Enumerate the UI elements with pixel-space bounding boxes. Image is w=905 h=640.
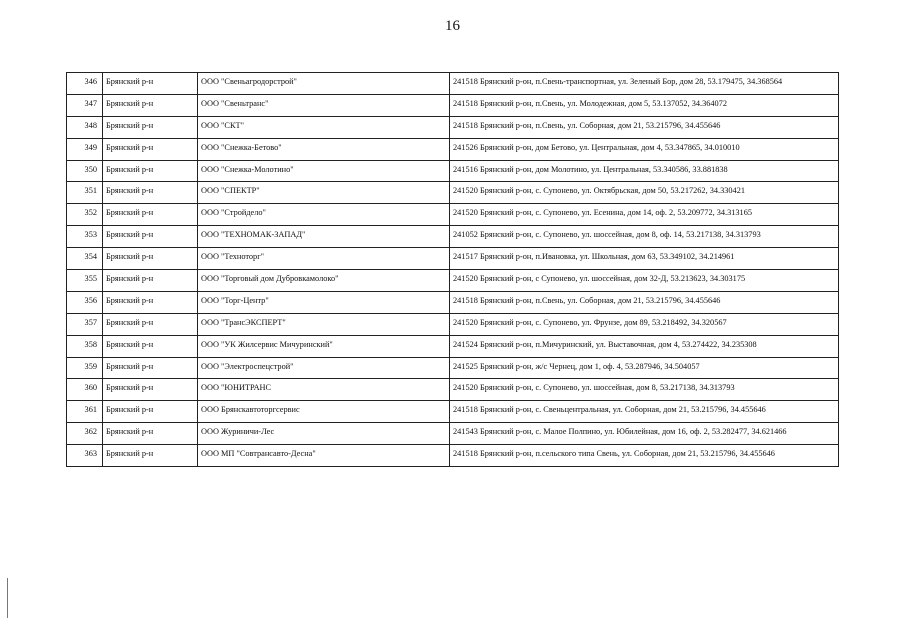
address-cell: 241052 Брянский р-он, с. Супонево, ул. шоссейная, дом 8, оф. 14, 53.217138, 34.313793 xyxy=(450,226,839,248)
address-cell: 241520 Брянский р-он, с. Супонево, ул. Октябрьская, дом 50, 53.217262, 34.330421 xyxy=(450,182,839,204)
organization-cell: ООО "Техноторг" xyxy=(198,248,450,270)
row-number: 346 xyxy=(67,73,103,95)
row-number: 356 xyxy=(67,291,103,313)
table-row xyxy=(67,270,839,292)
organization-cell: ООО Журиничи-Лес xyxy=(198,423,450,445)
address-cell: 241518 Брянский р-он, с. Свеньцентральная, ул. Соборная, дом 21, 53.215796, 34.455646 xyxy=(450,401,839,423)
table-row xyxy=(67,423,839,445)
district-cell: Брянский р-н xyxy=(103,357,198,379)
table-row xyxy=(67,94,839,116)
table-row xyxy=(67,160,839,182)
address-cell: 241520 Брянский р-он, с. Супонево, ул. шоссейная, дом 8, 53.217138, 34.313793 xyxy=(450,379,839,401)
district-cell: Брянский р-н xyxy=(103,73,198,95)
address-cell: 241516 Брянский р-он, дом Молотино, ул. Центральная, 53.340586, 33.881838 xyxy=(450,160,839,182)
organization-cell: ООО "Снежка-Бетово" xyxy=(198,138,450,160)
organization-cell: ООО "Торговый дом Дубровкамолоко" xyxy=(198,270,450,292)
row-number: 357 xyxy=(67,313,103,335)
table-row xyxy=(67,204,839,226)
district-cell: Брянский р-н xyxy=(103,116,198,138)
organization-cell: ООО МП "Совтрансавто-Десна" xyxy=(198,445,450,467)
row-number: 361 xyxy=(67,401,103,423)
district-cell: Брянский р-н xyxy=(103,248,198,270)
organization-cell: ООО "ТЕХНОМАК-ЗАПАД" xyxy=(198,226,450,248)
address-cell: 241524 Брянский р-он, п.Мичуринский, ул. Выставочная, дом 4, 53.274422, 34.235308 xyxy=(450,335,839,357)
district-cell: Брянский р-н xyxy=(103,182,198,204)
row-number: 347 xyxy=(67,94,103,116)
address-cell: 241543 Брянский р-он, с. Малое Полпино, ул. Юбилейная, дом 16, оф. 2, 53.282477, 34.621466 xyxy=(450,423,839,445)
table-row xyxy=(67,379,839,401)
table-row xyxy=(67,226,839,248)
table-row xyxy=(67,313,839,335)
organization-cell: ООО "Стройдело" xyxy=(198,204,450,226)
table-row xyxy=(67,335,839,357)
district-cell: Брянский р-н xyxy=(103,160,198,182)
organization-cell: ООО "СПЕКТР" xyxy=(198,182,450,204)
table-row xyxy=(67,138,839,160)
address-cell: 241517 Брянский р-он, п.Ивановка, ул. Школьная, дом 63, 53.349102, 34.214961 xyxy=(450,248,839,270)
district-cell: Брянский р-н xyxy=(103,226,198,248)
district-cell: Брянский р-н xyxy=(103,445,198,467)
row-number: 359 xyxy=(67,357,103,379)
row-number: 354 xyxy=(67,248,103,270)
address-cell: 241520 Брянский р-он, с Супонево, ул. шоссейная, дом 32-Д, 53.213623, 34.303175 xyxy=(450,270,839,292)
table-row xyxy=(67,248,839,270)
table-row xyxy=(67,116,839,138)
row-number: 362 xyxy=(67,423,103,445)
row-number: 350 xyxy=(67,160,103,182)
table-row xyxy=(67,73,839,95)
organization-cell: ООО "Снежка-Молотино" xyxy=(198,160,450,182)
row-number: 358 xyxy=(67,335,103,357)
table-row xyxy=(67,357,839,379)
row-number: 360 xyxy=(67,379,103,401)
district-cell: Брянский р-н xyxy=(103,335,198,357)
row-number: 349 xyxy=(67,138,103,160)
row-number: 352 xyxy=(67,204,103,226)
address-cell: 241518 Брянский р-он, п.сельского типа Свень, ул. Соборная, дом 21, 53.215796, 34.455646 xyxy=(450,445,839,467)
address-cell: 241518 Брянский р-он, п.Свень, ул. Соборная, дом 21, 53.215796, 34.455646 xyxy=(450,116,839,138)
district-cell: Брянский р-н xyxy=(103,401,198,423)
district-cell: Брянский р-н xyxy=(103,94,198,116)
table-row xyxy=(67,182,839,204)
organization-cell: ООО "Торг-Центр" xyxy=(198,291,450,313)
organization-cell: ООО "Свеньтранс" xyxy=(198,94,450,116)
table-row xyxy=(67,445,839,467)
organization-cell: ООО "ЮНИТРАНС xyxy=(198,379,450,401)
address-cell: 241520 Брянский р-он, с. Супонево, ул. Фрунзе, дом 89, 53.218492, 34.320567 xyxy=(450,313,839,335)
row-number: 351 xyxy=(67,182,103,204)
district-cell: Брянский р-н xyxy=(103,379,198,401)
row-number: 363 xyxy=(67,445,103,467)
address-cell: 241518 Брянский р-он, п.Свень, ул. Молодежная, дом 5, 53.137052, 34.364072 xyxy=(450,94,839,116)
organization-cell: ООО Брянскавтоторгсервис xyxy=(198,401,450,423)
address-cell: 241520 Брянский р-он, с. Супонево, ул. Есенина, дом 14, оф. 2, 53.209772, 34.313165 xyxy=(450,204,839,226)
row-number: 348 xyxy=(67,116,103,138)
organization-cell: ООО "Свеньагродорстрой" xyxy=(198,73,450,95)
district-cell: Брянский р-н xyxy=(103,204,198,226)
margin-mark xyxy=(7,578,8,618)
organization-cell: ООО "Электроспецстрой" xyxy=(198,357,450,379)
row-number: 353 xyxy=(67,226,103,248)
table-row xyxy=(67,401,839,423)
page-number: 16 xyxy=(445,18,460,34)
address-cell: 241526 Брянский р-он, дом Бетово, ул. Центральная, дом 4, 53.347865, 34.010010 xyxy=(450,138,839,160)
table-row xyxy=(67,291,839,313)
organization-cell: ООО "ТрансЭКСПЕРТ" xyxy=(198,313,450,335)
organization-cell: ООО "СКТ" xyxy=(198,116,450,138)
district-cell: Брянский р-н xyxy=(103,138,198,160)
address-cell: 241525 Брянский р-он, ж/с Чернец, дом 1, оф. 4, 53.287946, 34.504057 xyxy=(450,357,839,379)
address-cell: 241518 Брянский р-он, п.Свень, ул. Соборная, дом 21, 53.215796, 34.455646 xyxy=(450,291,839,313)
district-cell: Брянский р-н xyxy=(103,270,198,292)
district-cell: Брянский р-н xyxy=(103,423,198,445)
row-number: 355 xyxy=(67,270,103,292)
address-cell: 241518 Брянский р-он, п.Свень-транспортная, ул. Зеленый Бор, дом 28, 53.179475, 34.368564 xyxy=(450,73,839,95)
district-cell: Брянский р-н xyxy=(103,313,198,335)
organization-cell: ООО "УК Жилсервис Мичуринский" xyxy=(198,335,450,357)
organizations-table xyxy=(66,72,839,467)
district-cell: Брянский р-н xyxy=(103,291,198,313)
